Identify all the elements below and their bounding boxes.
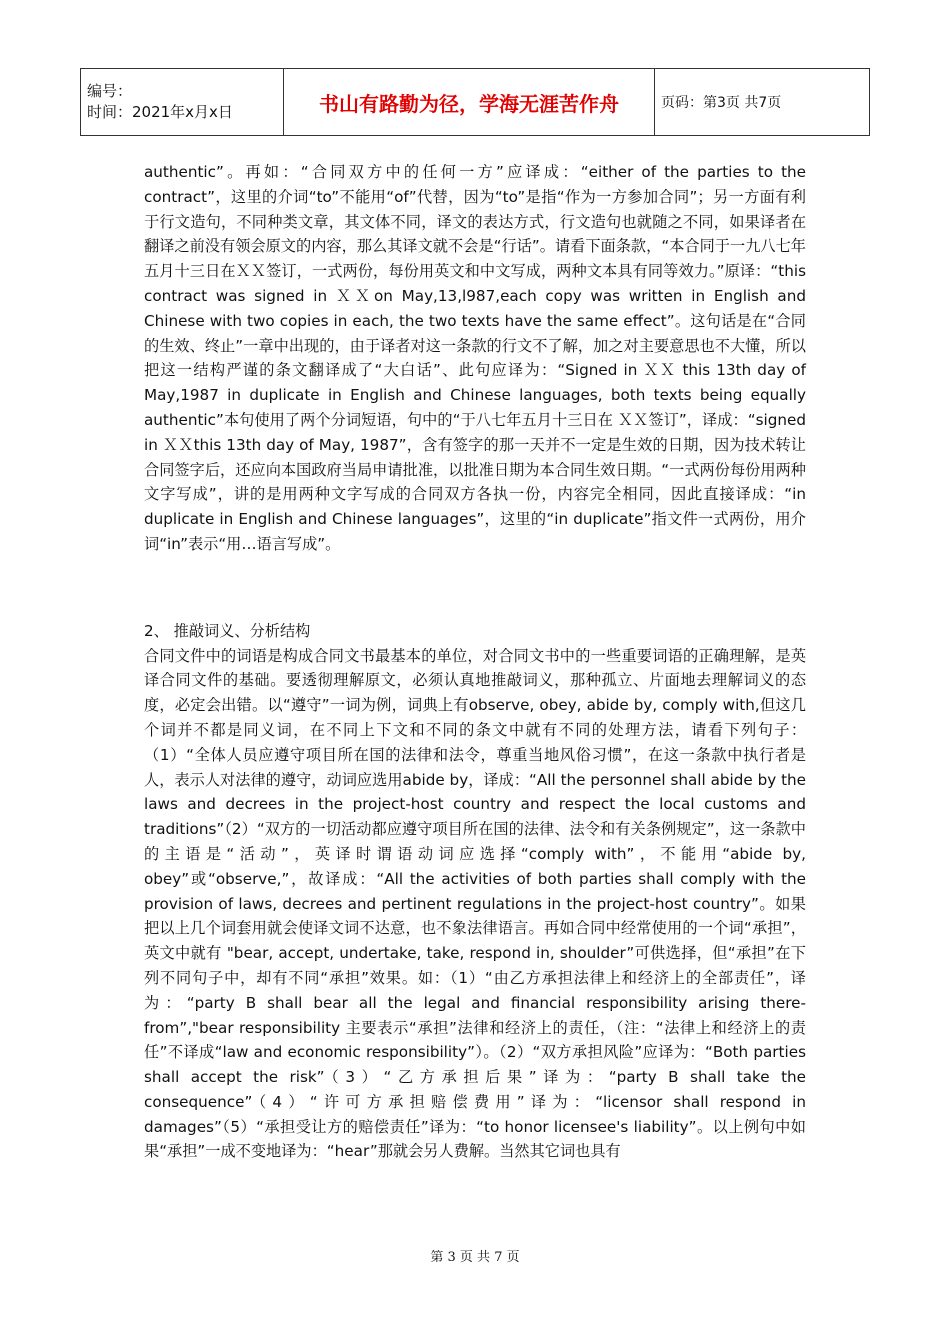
header-motto: 书山有路勤为径，学海无涯苦作舟 xyxy=(284,69,655,136)
section-heading: 2、 推敲词义、分析结构 xyxy=(144,621,311,640)
header-page-info: 页码：第3页 共7页 xyxy=(655,69,870,136)
body-paragraph-1: authentic”。再如：“合同双方中的任何一方”应译成：“either of the parties to the contract”，这里的介词“to”不能用“of”代替，因为“to”是指“作为一方参加合同”；另一方面有利于行文造句，不同种类文章，其文体不同，译文的表达方式，行文造句也就随之不同，如果译者在翻译之前没有领会原文的内容，那么其译文就不会是“行话”。请看下面条款，“本合同于一九八七年五月十三日在ＸＸ签订，一式两份，每份用英文和中文写成，两种文本具有同等效力。”原译：“this contract was signed in ＸＸon May,13,l987,each copy was written in English and Chinese with two copies in each, the two texts have the same effect”。这句话是在“合同的生效、终止”一章中出现的，由于译者对这一条款的行文不了解，加之对主要意思也不大懂，所以把这一结构严谨的条文翻译成了“大白话”、此句应译为：“Signed in ＸＸ this 13th day of May,1987 in duplicate in English and Chinese languages, both texts being equally authentic”本句使用了两个分词短语，句中的“于八七年五月十三日在 ＸＸ签订”，译成：“signed in ＸＸthis 13th day of May, 1987”，含有签字的那一天并不一定是生效的日期，因为技术转让合同签字后，还应向本国政府当局申请批准，以批准日期为本合同生效日期。“一式两份每份用两种文字写成”，讲的是用两种文字写成的合同双方各执一份，内容完全相同，因此直接译成：“in duplicate in English and Chinese languages”，这里的“in duplicate”指文件一式两份，用介词“in”表示“用…语言写成”。 xyxy=(144,163,806,553)
document-number-label: 编号： xyxy=(87,82,133,100)
header-table xyxy=(80,68,870,136)
header-meta-cell xyxy=(81,69,284,136)
document-body xyxy=(144,160,806,1164)
page-footer: 第 3 页 共 7 页 xyxy=(430,1250,520,1265)
paragraph-spacer xyxy=(144,557,806,619)
body-paragraph-2: 合同文件中的词语是构成合同文书最基本的单位，对合同文书中的一些重要词语的正确理解，是英译合同文件的基础。要透彻理解原文，必须认真地推敲词义，那种孤立、片面地去理解词义的态度，必定会出错。以“遵守”一词为例，词典上有observe, obey, abide by, comply with,但这几个词并不都是同义词，在不同上下文和不同的条文中就有不同的处理方法，请看下列句子：（1）“全体人员应遵守项目所在国的法律和法令，尊重当地风俗习惯”，在这一条款中执行者是人，表示人对法律的遵守，动词应选用abide by，译成：“All the personnel shall abide by the laws and decrees in the project-host country and respect the local customs and traditions”（2）“双方的一切活动都应遵守项目所在国的法律、法令和有关条例规定”，这一条款中的主语是“活动”，英译时谓语动词应选择“comply with”，不能用“abide by, obey”或“observe,”，故译成：“All the activities of both parties shall comply with the provision of laws, decrees and pertinent regulations in the project-host country”。如果把以上几个词套用就会使译文词不达意，也不象法律语言。再如合同中经常使用的一个词“承担”，英文中就有 "bear, accept, undertake, take, respond in, shoulder”可供选择，但“承担”在下列不同句子中，却有不同“承担”效果。如：（1）“由乙方承担法律上和经济上的全部责任”，译为：“party B shall bear all the legal and financial responsibility arising there-from”,"bear responsibility 主要表示“承担”法律和经济上的责任，（注：“法律上和经济上的责任”不译成“law and economic responsibility”）。（2）“双方承担风险”应译为：“Both parties shall accept the risk”（3）“乙方承担后果”译为：“party B shall take the consequence”（4）“许可方承担赔偿费用”译为：“licensor shall respond in damages”（5）“承担受让方的赔偿责任”译为：“to honor licensee's liability”。以上例句中如果“承担”一成不变地译为：“hear”那就会另人费解。当然其它词也具有 xyxy=(144,646,806,1161)
document-date-label: 时间：2021年x月x日 xyxy=(87,103,233,121)
